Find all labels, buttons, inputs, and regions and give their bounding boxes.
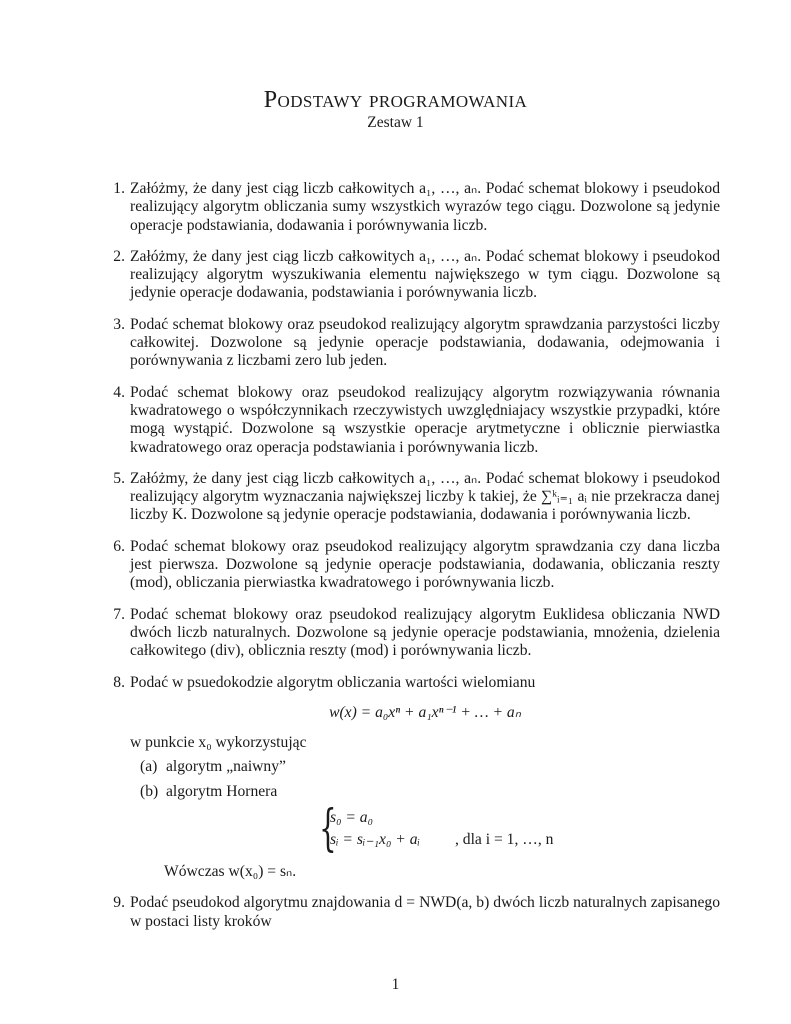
exercise-number: 5. xyxy=(113,469,125,487)
exercise-number: 2. xyxy=(113,247,125,265)
exercise-number: 3. xyxy=(113,315,125,333)
exercise-number: 9. xyxy=(113,894,125,912)
exercise-number: 1. xyxy=(113,180,125,197)
exercise-item-3 xyxy=(104,316,720,371)
exercise-item-2 xyxy=(104,248,720,303)
exercise-number: 4. xyxy=(113,383,125,401)
exercise-item-1 xyxy=(104,180,720,235)
subitem-a xyxy=(140,758,720,776)
left-brace-glyph: { xyxy=(319,799,337,858)
subitem-label: (b) xyxy=(140,782,159,800)
exercise-list xyxy=(104,180,720,944)
exercise-text: Podać w psuedokodzie algorytm obliczania wartości wielomianu xyxy=(130,673,536,691)
exercise-number: 8. xyxy=(113,673,125,691)
page-subtitle: Zestaw 1 xyxy=(367,114,424,131)
exercise-continuation: w punkcie x₀ wykorzystując xyxy=(130,734,307,752)
exercise-item-5 xyxy=(104,470,720,525)
page-number: 1 xyxy=(391,976,400,993)
exercise-text: Podać schemat blokowy oraz pseudokod realizujący algorytm Euklidesa obliczania NWD dwóch liczb naturalnych. Dozwolone są jedynie operacje podstawiania, mnożenia, dzielenia całkowitego (div), oblicznia reszty (mod) i porównywania liczb. xyxy=(130,605,720,660)
exercise-text: Załóżmy, że dany jest ciąg liczb całkowitych a₁, …, aₙ. Podać schemat blokowy i pseudokod realizujący algorytm obliczania sumy wszystkich wyrazów tego ciągu. Dozwolone są jedynie operacje podstawiania, dodawania i porównywania liczb. xyxy=(130,180,720,234)
exercise-item-9 xyxy=(104,894,720,931)
exercise-text: Załóżmy, że dany jest ciąg liczb całkowitych a₁, …, aₙ. Podać schemat blokowy i pseudokod realizujący algorytm wyszukiwania elementu największego w tym ciągu. Dozwolone są jedynie operacje dodawania, podstawiania i porównywania liczb. xyxy=(130,247,720,302)
subitem-text: algorytm „naiwny” xyxy=(166,758,286,776)
horner-condition: , dla i = 1, …, n xyxy=(455,831,554,849)
exercise-item-6 xyxy=(104,538,720,593)
exercise-text: Podać schemat blokowy oraz pseudokod realizujący algorytm rozwiązywania równania kwadratowego o współczynnikach rzeczywistych uwzględniajacy wszystkie przypadki, które mogą wystąpić. Dozwolone są wszystkie operacje arytmetyczne i oblicznie pierwiastka kwadratowego oraz operacja podstawiania i porównywania liczb. xyxy=(130,383,720,456)
exercise-text: Podać pseudokod algorytmu znajdowania d = NWD(a, b) dwóch liczb naturalnych zapisanego w postaci listy kroków xyxy=(130,894,720,930)
subitem-label: (a) xyxy=(140,758,158,776)
polynomial-formula: w(x) = a₀xⁿ + a₁xⁿ⁻¹ + … + aₙ xyxy=(329,703,521,721)
exercise-number: 7. xyxy=(113,605,125,623)
subitem-list xyxy=(130,758,720,801)
exercise-item-4 xyxy=(104,384,720,457)
horner-system xyxy=(130,799,720,858)
page-title: Podstawy programowania xyxy=(263,87,528,113)
horner-equation-recurrence: sᵢ = sᵢ₋₁x₀ + aᵢ xyxy=(330,831,420,849)
exercise-text: Podać schemat blokowy oraz pseudokod realizujący algorytm sprawdzania parzystości liczby całkowitej. Dozwolone są jedynie operacje podstawiania, dodawania, odejmowania i porównywania z liczbami zero lub jeden. xyxy=(130,315,720,370)
exercise-text: Podać schemat blokowy oraz pseudokod realizujący algorytm sprawdzania czy dana liczba jest pierwsza. Dozwolone są jedynie operacje podstawiania, dodawania, obliczania reszty (mod), obliczania pierwiastka kwadratowego i porównywania liczb. xyxy=(130,537,720,592)
exercise-number: 6. xyxy=(113,537,125,555)
horner-equation-initial: s₀ = a₀ xyxy=(330,809,374,827)
subitem-b xyxy=(140,783,720,801)
exercise-item-8 xyxy=(104,674,720,882)
horner-result: Wówczas w(x₀) = sₙ. xyxy=(164,863,297,881)
exercise-text: Załóżmy, że dany jest ciąg liczb całkowitych a₁, …, aₙ. Podać schemat blokowy i pseudokod realizujący algorytm wyznaczania największej liczby k takiej, że ∑ᵏᵢ₌₁ aᵢ nie przekracza danej liczby K. Dozwolone są jedynie operacje podstawiania, dodawania i porównywania liczb. xyxy=(130,469,720,524)
subitem-text: algorytm Hornera xyxy=(166,782,278,800)
exercise-item-7 xyxy=(104,606,720,661)
